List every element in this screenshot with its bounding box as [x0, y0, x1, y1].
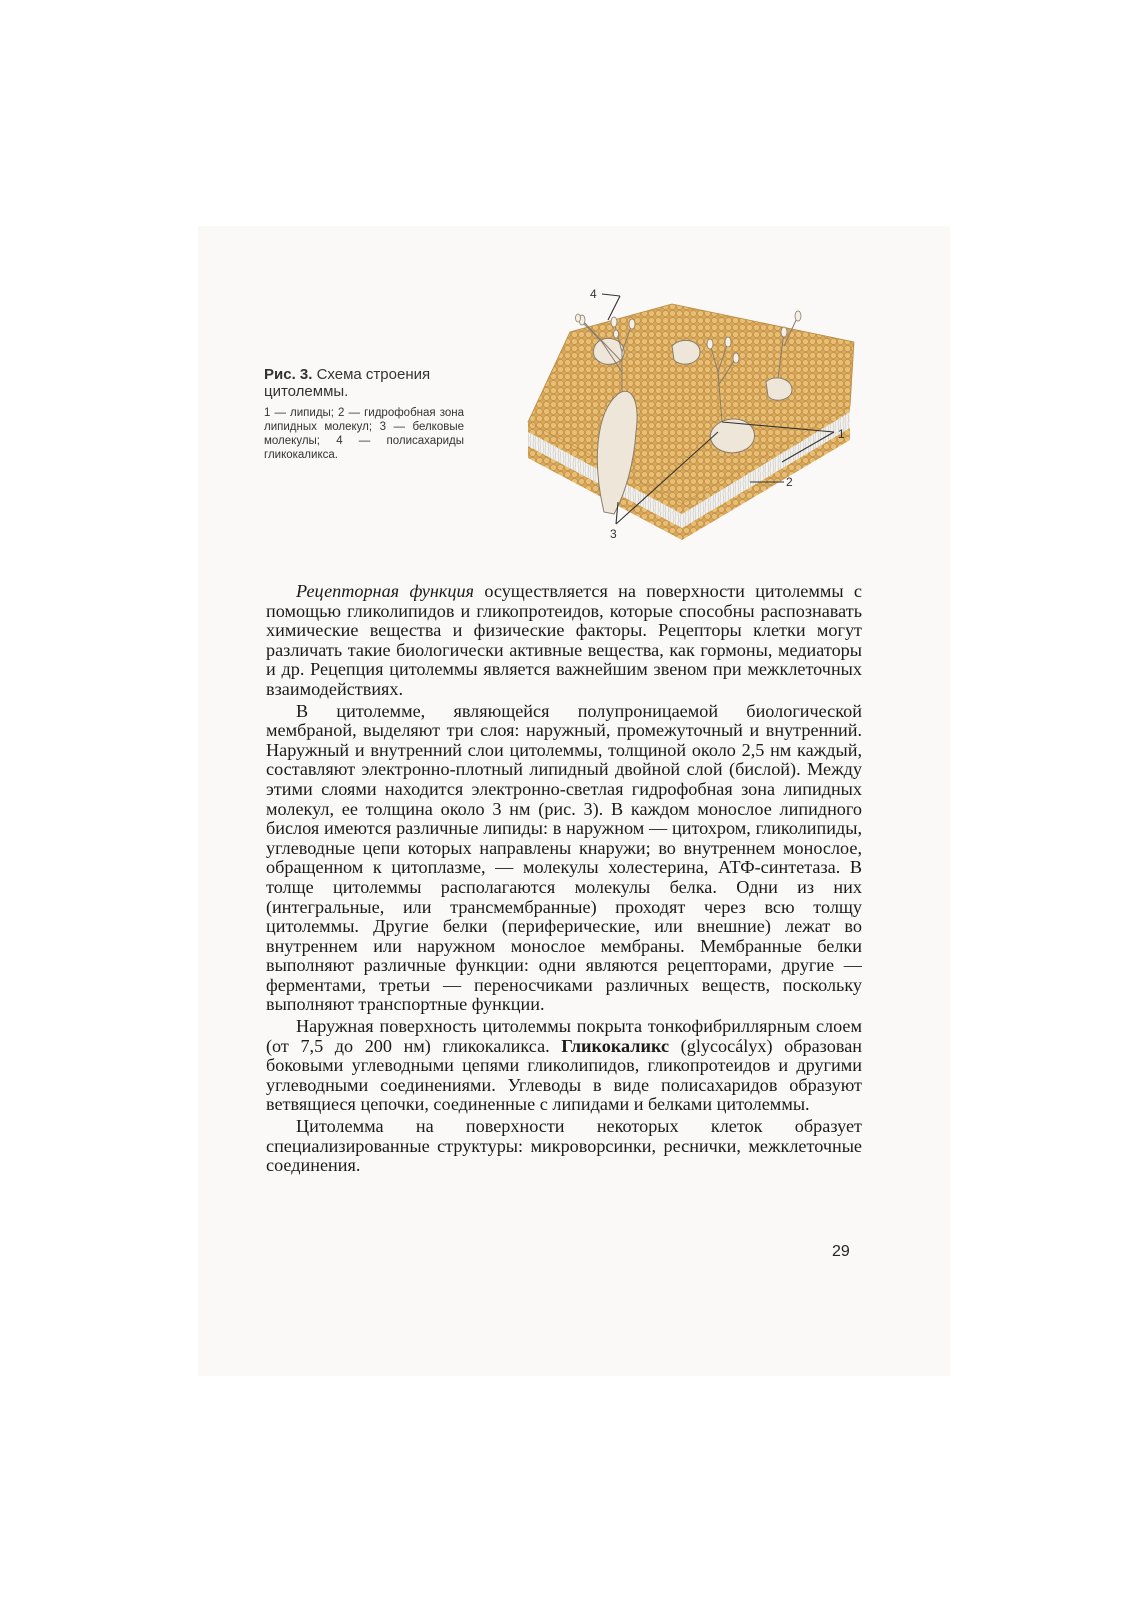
- paragraph-receptor: [266, 582, 862, 700]
- page-number: 29: [832, 1243, 850, 1260]
- caption-legend: 1 — липиды; 2 — гидрофобная зона липидных молекул; 3 — белковые молекулы; 4 — полисахариды гликокаликса.: [264, 407, 464, 461]
- term-receptor-function: Рецепторная функция: [296, 581, 475, 601]
- label-3: 3: [610, 527, 617, 541]
- body-text: [266, 582, 862, 1176]
- protein-small-3: [766, 378, 792, 400]
- caption-title: [264, 366, 464, 400]
- paragraph-layers: В цитолемме, являющейся полупроницаемой биологической мембраной, выделяют три слоя: наружный, промежуточный и внутренний. Наружный и внутренний слои цитолеммы, толщиной около 2,5 нм каждый, составляют электронно-плотный липидный двойной слой (бислой). Между этими слоями находится электронно-светлая гидрофобная зона липидных молекул, ее толщина около 3 нм (рис. 3). В каждом монослое липидного бислоя имеются различные липиды: в наружном — цитохром, гликолипиды, углеводные цепи которых направлены кнаружи; во внутреннем монослое, обращенном к цитоплазме, — молекулы холестерина, АТФ-синтетаза. В толще цитолеммы располагаются молекулы белка. Одни из них (интегральные, или трансмембранные) проходят через всю толщу цитолеммы. Другие белки (периферические, или внешние) лежат во внутреннем или наружном монослое мембраны. Мембранные белки выполняют различные функции: одни являются рецепторами, другие — ферментами, третьи — переносчиками различных веществ, поскольку выполняют транспортные функции.: [266, 700, 862, 1015]
- label-4: 4: [590, 287, 597, 301]
- paragraph-structures: Цитолемма на поверхности некоторых клеток образует специализированные структуры: микроворсинки, реснички, межклеточные соединения.: [266, 1116, 862, 1176]
- figure-caption: [264, 366, 464, 462]
- protein-small-2: [672, 340, 700, 364]
- label-2: 2: [786, 475, 793, 489]
- paragraph-glycocalyx: [266, 1017, 862, 1115]
- paragraph-glycocalyx-lead: Наружная поверхность цитолеммы покрыта тонкофибриллярным слоем (от 7,5 до 200 нм) гликокаликса.: [266, 1016, 862, 1056]
- paragraph-receptor-text: осуществляется на поверхности цитолеммы с помощью гликолипидов и гликопротеидов, которые способны распознавать химические вещества и физические факторы. Рецепторы клетки могут различать такие биологически активные вещества, как гормоны, медиаторы и др. Рецепция цитолеммы является важнейшим звеном при межклеточных взаимодействиях.: [266, 581, 863, 699]
- label-1: 1: [838, 427, 845, 441]
- caption-title-text: Схема строения цитолеммы.: [264, 366, 431, 400]
- membrane-diagram: [522, 282, 862, 544]
- paragraph-glycocalyx-rest: (glycocálух) образован боковыми углеводными цепями гликолипидов, гликопротеидов и другими углеводными соединениями. Углеводы в виде полисахаридов образуют ветвящиеся цепочки, соединенные с липидами и белками цитолеммы.: [266, 1035, 862, 1115]
- caption-label: Рис. 3.: [264, 366, 313, 383]
- term-glycocalyx: Гликокаликс: [561, 1035, 670, 1056]
